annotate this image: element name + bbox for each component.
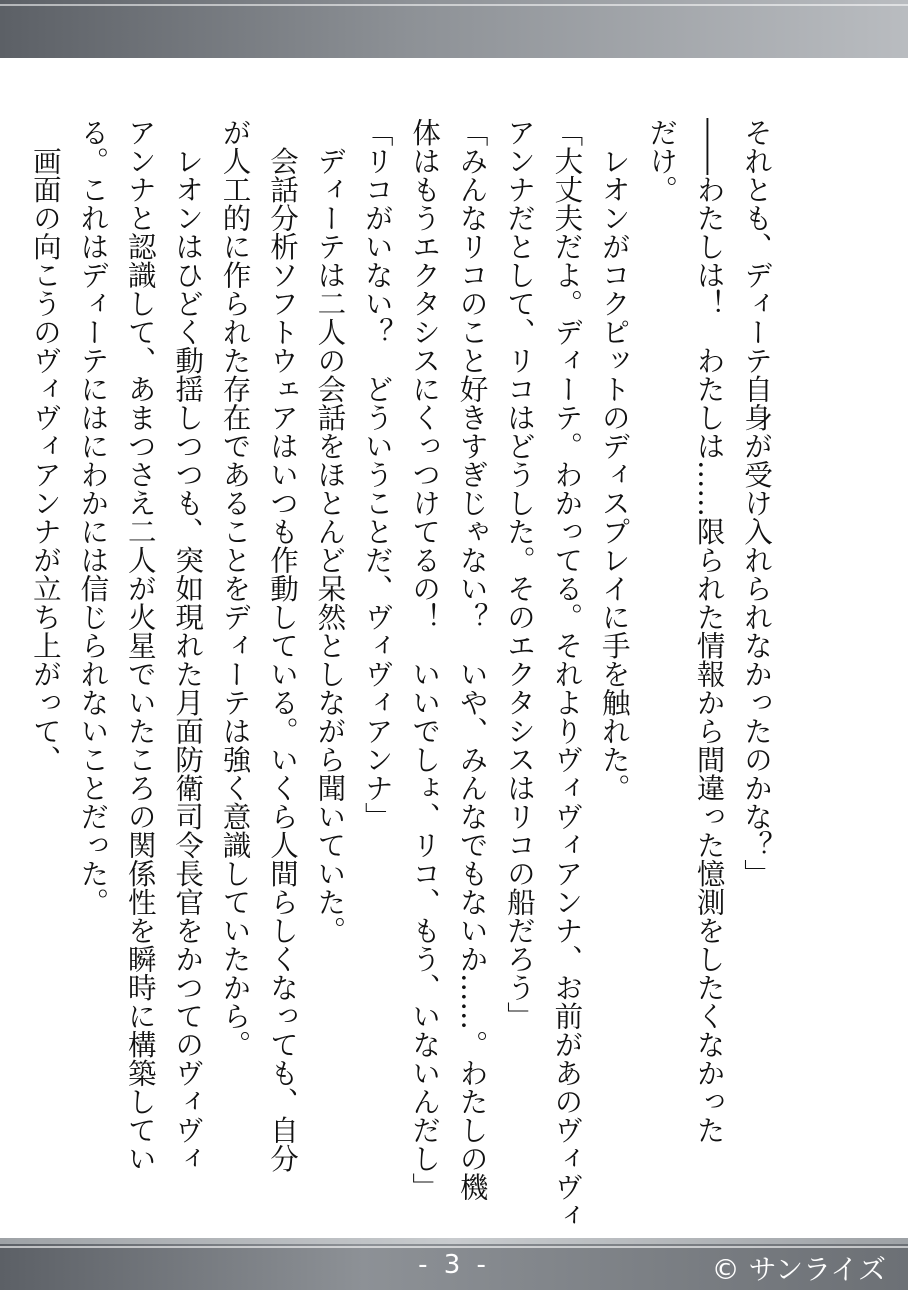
page-number: - 3 -	[418, 1250, 490, 1280]
text-line: ディーテは二人の会話をほとんど呆然としながら聞いていた。	[313, 118, 347, 945]
text-line: 「リコがいない？ どういうことだ、ヴィヴィアンナ」	[360, 118, 394, 831]
text-line: が人工的に作られた存在であることをディーテは強く意識していたから。	[218, 118, 252, 1059]
text-line: それとも、ディーテ自身が受け入れられなかったのかな？」	[740, 118, 773, 888]
text-line: る。これはディーテにはにわかには信じられないことだった。	[76, 118, 110, 916]
text-line: レオンはひどく動揺しつつも、突如現れた月面防衛司令長官をかつてのヴィヴィ	[171, 118, 205, 1173]
text-line: アンナと認識して、あまつさえ二人が火星でいたころの関係性を瞬時に構築してい	[123, 118, 157, 1173]
text-line: だけ。	[645, 118, 679, 204]
text-line: 「みんなリコのこと好きすぎじゃない？ いや、みんなでもないか……。わたしの機	[455, 118, 489, 1201]
vertical-text-body	[28, 118, 780, 1230]
text-line: 体はもうエクタシスにくっつけてるの！ いいでしょ、リコ、もう、いないんだし」	[408, 118, 442, 1201]
text-line: 会話分析ソフトウェアはいつも作動している。いくら人間らしくなっても、自分	[265, 118, 299, 1173]
text-line: アンナだとして、リコはどうした。そのエクタシスはリコの船だろう」	[502, 118, 536, 1030]
copyright-notice: © サンライズ	[711, 1253, 886, 1286]
text-line: 「大丈夫だよ。ディーテ。わかってる。それよりヴィヴィアンナ、お前があのヴィヴィ	[550, 118, 584, 1230]
text-line: 画面の向こうのヴィヴィアンナが立ち上がって、	[28, 118, 62, 774]
text-line: レオンがコクピットのディスプレイに手を触れた。	[597, 118, 631, 802]
text-line: ――わたしは！ わたしは……限られた情報から間違った憶測をしたくなかった	[692, 118, 726, 1144]
header-band	[0, 0, 908, 58]
